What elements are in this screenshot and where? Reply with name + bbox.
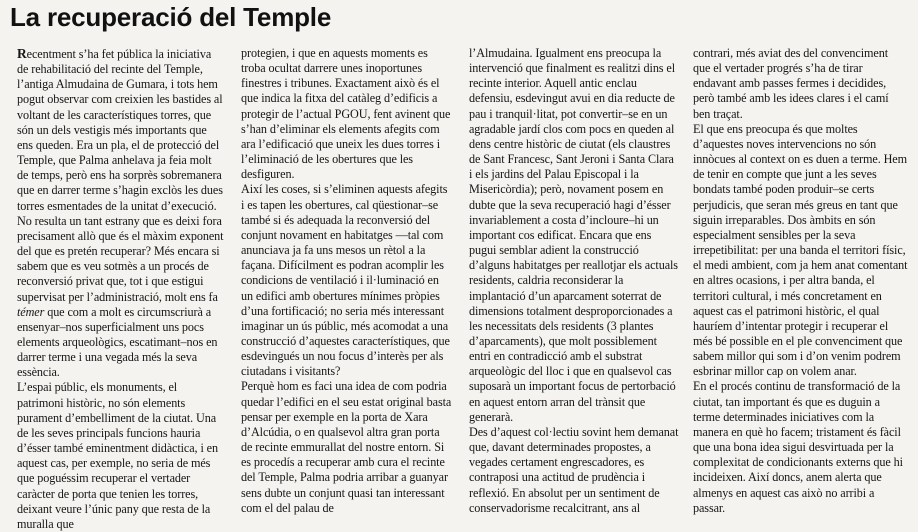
- paragraph-3-1: l’Almudaina. Igualment ens preocupa la intervenció que finalment es realitzi dins el recinte interior. Aquell antic enclau defensiu, esdevingut avui en dia reducte de pau i tranquil·litat, pot convertir–se en un agradable jardí clos com pocs en queden al dens centre històric de ciutat (els claustres de Sant Francesc, Sant Jeroni i Santa Clara i els jardins del Palau Episcopal i la Misericòrdia); però, novament posem en dubte que la seva recuperació hagi d’ésser invariablement a costa d’incloure–hi un important cos edificat. Encara que ens pugui semblar adient la construcció d’alguns habitatges per reallotjar els actuals residents, caldria reconsiderar la implantació d’un aparcament soterrat de dimensions totalment desproporcionades a les necessitats dels residents (3 plantes d’aparcaments), que molt possiblement entri en contradicció amb el substrat arqueològic del lloc i que en qualsevol cas suposarà un important focus de pertorbació en aquest entorn arran del trànsit que generarà.: [469, 46, 678, 424]
- paragraph-2-1: protegien, i que en aquests moments es troba ocultat darrere unes inoportunes finestres i tribunes. Exactament això és el que indica la fitxa del catàleg d’edificis a protegir de l’actual PGOU, fent avinent que s’han d’eliminar els elements afegits com ara l’edificació que uneix les dues torres i l’eliminació de les obertures que les desfiguren.: [241, 46, 451, 182]
- paragraph-1-2: L’espai públic, els monuments, el patrimoni històric, no són elements purament d’embelliment de la ciutat. Una de les seves principals funcions hauria d’ésser també eminentment didàctica, i en aquest cas, per exemple, no seria de més que poguéssim recuperar el vertader caràcter de porta que tenien les torres, deixant veure l’únic pany que resta de la muralla que: [17, 380, 218, 531]
- article-column-1: [17, 46, 225, 531]
- paragraph-3-2: Des d’aquest col·lectiu sovint hem demanat que, davant determinades propostes, a vegades certament engrescadores, es contraposi una actitud de prudència i reflexió. En absolut per un sentiment de conservadorisme recalcitrant, ans al: [469, 424, 679, 515]
- paragraph-2-3: Perquè hom es faci una idea de com podria quedar l’edifici en el seu estat original basta pensar per exemple en la porta de Xara d’Alcúdia, o en qualsevol altra gran porta de recinte emmurallat del nostre entorn. Si es procedís a recuperar amb cura el recinte del Temple, Palma podria arribar a guanyar sens dubte un conjunt quasi tan interessant com el del palau de: [241, 379, 452, 515]
- article-headline: La recuperació del Temple: [10, 2, 332, 32]
- paragraph-1-1-text: ecentment s’ha fet pública la iniciativa de rehabilitació del recinte del Temple, l’antiga Almudaina de Gumara, i tots hem pogut observar com creixien les bastides al voltant de les característiques torres, que són un dels vestigis més importants que ens queden. Era un pla, el de protecció del Temple, que Palma anhelava ja feia molt de temps, però ens ha sorprès sobremanera que en darrer terme s’hagin exclòs les dues torres esmentades de la unitat d’execució. No resulta un tant estrany que es deixi fora precisament allò que és el màxim exponent del que es pretén recuperar? Més encara si sabem que es veu sotmès a un procés de reconversió privat que, tot i que estigui supervisat per l’administració, molt ens fa témer que com a molt es circumscriurà a ensenyar–nos superficialment uns pocs elements arqueològics, escatimant–nos en darrer terme i una vegada més la seva essència.: [17, 47, 224, 380]
- drop-cap: R: [17, 46, 27, 61]
- paragraph-2-2: Així les coses, si s’eliminen aquests afegits i es tapen les obertures, cal qüestionar–se també si és adequada la reconversió del conjunt novament en habitatges —tal com anunciava ja fa uns mesos un rètol a la façana. Difícilment es podran acomplir les condicions de ventilació i il·luminació en un edifici amb obertures mínimes pròpies d’una fortificació; no seria més interessant imaginar un ús públic, més acomodat a una construcció d’aquestes característiques, que esdevingués un nou focus d’interès per als ciutadans i visitants?: [241, 182, 450, 379]
- paragraph-4-2: El que ens preocupa és que moltes d’aquestes noves intervencions no són innòcues al context on es duen a terme. Hem de tenir en compte que junt a les seves bondats també poden produir–se certs perjudicis, que seran més greus en tant que siguin irreparables. Dos àmbits en són especialment sensibles per la seva irrepetibilitat: per una banda el territori físic, el medi ambient, com ja hem anat comentant en altres ocasions, i per altra banda, el territori cultural, i més concretament en aquest cas el patrimoni històric, el qual hauríem d’intentar protegir i recuperar el més bé possible en el ple convenciment que sabem millor qui som i d’on venim podrem esbrinar millor cap on volem anar.: [693, 121, 908, 379]
- paragraph-4-1: contrari, més aviat des del convenciment que el vertader progrés s’ha de tirar endavant amb passes fermes i decidides, però també amb les idees clares i el camí ben traçat.: [693, 46, 889, 121]
- paragraph-1-1: [17, 46, 225, 380]
- emphasized-word: témer: [17, 304, 45, 319]
- article-column-3: [469, 46, 679, 515]
- article-column-2: [241, 46, 452, 515]
- paragraph-4-3: En el procés continu de transformació de la ciutat, tan important és que es duguin a terme determinades iniciatives com la manera en què ho facem; tristament és fàcil que una bona idea sigui desvirtuada per la complexitat de condicionants externs que hi incideixen. Així doncs, anem alerta que almenys en aquest cas això no arribi a passar.: [693, 379, 903, 515]
- article-column-4: [693, 46, 908, 515]
